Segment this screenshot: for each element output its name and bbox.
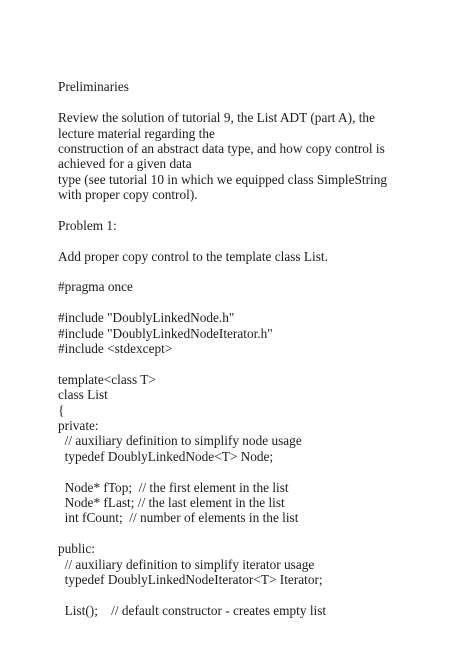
code-line: private: — [58, 417, 99, 433]
paragraph-line: achieved for a given data — [58, 156, 192, 172]
code-line: // auxiliary definition to simplify iterator usage — [58, 556, 315, 572]
document-line — [58, 95, 468, 110]
document-line — [58, 587, 468, 602]
document-text — [58, 64, 468, 618]
document-line — [58, 64, 468, 79]
code-line: public: — [58, 541, 95, 557]
code-line: template<class T> — [58, 371, 156, 387]
code-line: typedef DoublyLinkedNode<T> Node; — [58, 448, 274, 464]
code-line: #pragma once — [58, 279, 133, 295]
document-line — [58, 526, 468, 541]
document-line — [58, 203, 468, 218]
code-line: class List — [58, 387, 108, 403]
paragraph-line: with proper copy control). — [58, 187, 198, 203]
paragraph-line: lecture material regarding the — [58, 125, 215, 141]
code-line: #include <stdexcept> — [58, 341, 173, 357]
code-line: List(); // default constructor - creates empty list — [58, 602, 327, 618]
paragraph-line: construction of an abstract data type, and how copy control is — [58, 140, 385, 156]
code-line: Node* fLast; // the last element in the list — [58, 494, 285, 510]
code-line: // auxiliary definition to simplify node usage — [58, 433, 302, 449]
document-line — [58, 295, 468, 310]
paragraph-line: type (see tutorial 10 in which we equipped class SimpleString — [58, 171, 388, 187]
code-line: #include "DoublyLinkedNodeIterator.h" — [58, 325, 273, 341]
paragraph-line: Review the solution of tutorial 9, the List ADT (part A), the — [58, 110, 375, 126]
code-line: #include "DoublyLinkedNode.h" — [58, 310, 235, 326]
code-line: typedef DoublyLinkedNodeIterator<T> Iterator; — [58, 571, 323, 587]
document-line — [58, 356, 468, 371]
document-line — [58, 464, 468, 479]
code-line: Node* fTop; // the first element in the list — [58, 479, 289, 495]
code-line: { — [58, 402, 65, 418]
code-line: int fCount; // number of elements in the list — [58, 510, 299, 526]
section-heading-preliminaries: Preliminaries — [58, 79, 129, 95]
document-line — [58, 233, 468, 248]
paragraph-line: Add proper copy control to the template class List. — [58, 248, 328, 264]
section-heading-problem-1: Problem 1: — [58, 217, 117, 233]
document-line — [58, 264, 468, 279]
